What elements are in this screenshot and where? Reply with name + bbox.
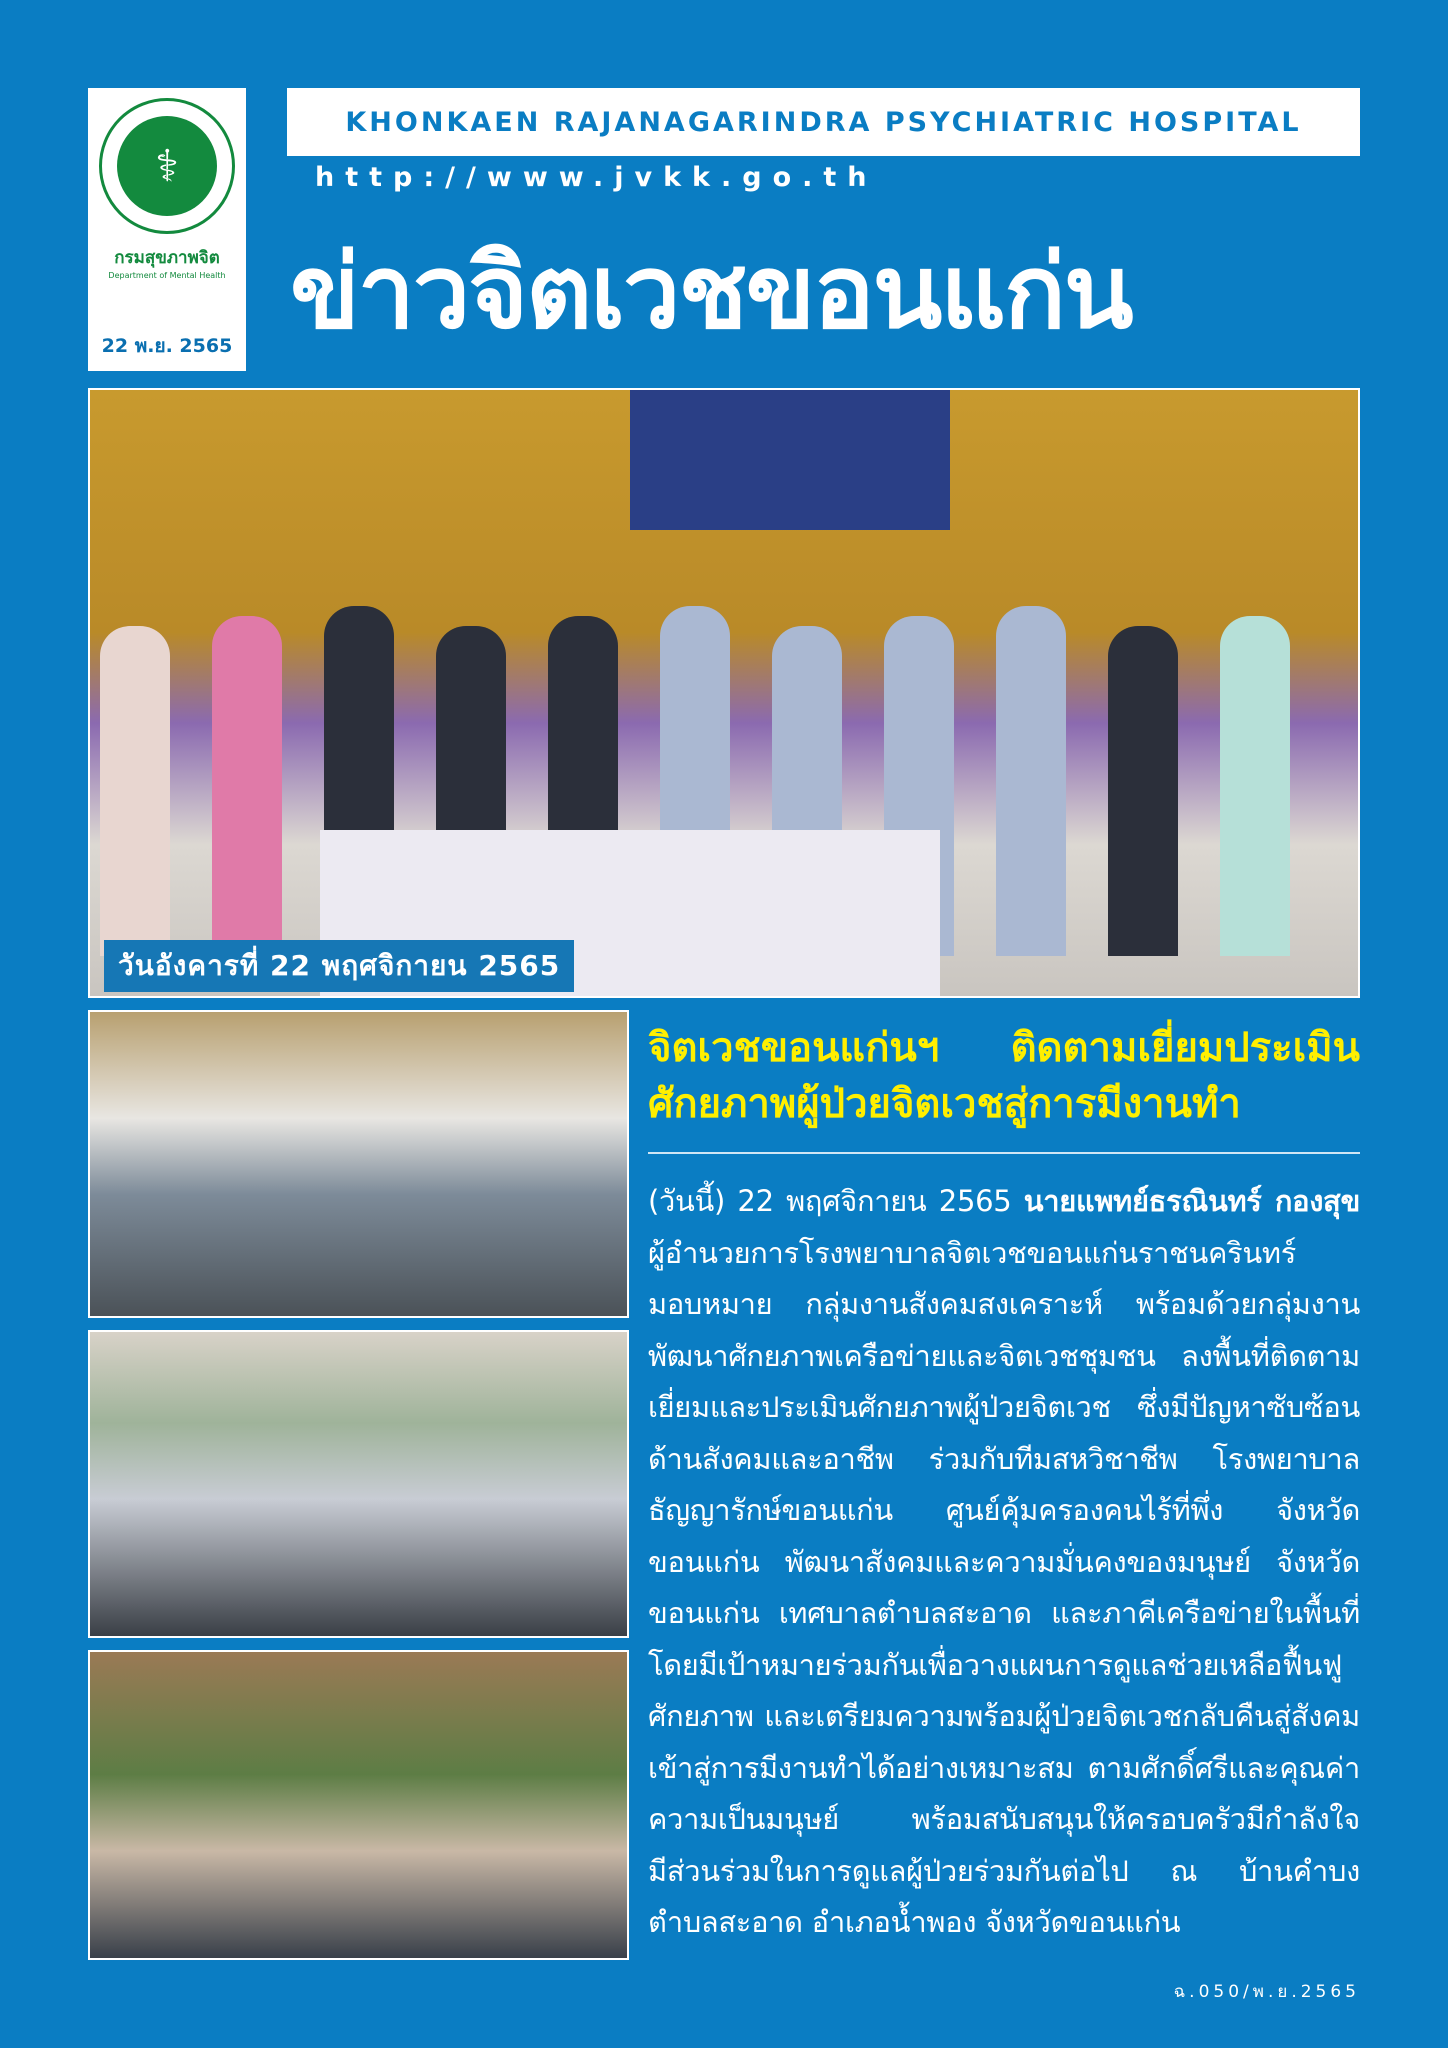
photo-date-caption: วันอังคารที่ 22 พฤศจิกายน 2565 (104, 940, 574, 992)
body-line: ผู้อำนวยการโรงพยาบาลจิตเวชขอนแก่นราชนครินทร์ (648, 1235, 1296, 1270)
event-banner (630, 390, 950, 530)
article-body (648, 1176, 1360, 1949)
meeting-photo (88, 1010, 629, 1318)
body-line: เยี่ยมและประเมินศักยภาพผู้ป่วยจิตเวช ซึ่งมีปัญหาซับซ้อน (648, 1390, 1360, 1424)
website-url[interactable]: http://www.jvkk.go.th (315, 162, 878, 193)
body-line: มีส่วนร่วมในการดูแลผู้ป่วยร่วมกันต่อไป ณ บ้านคำบง (648, 1853, 1360, 1888)
person (212, 616, 282, 956)
body-line: โดยมีเป้าหมายร่วมกันเพื่อวางแผนการดูแลช่วยเหลือฟื้นฟู (648, 1647, 1343, 1682)
body-line: ตำบลสะอาด อำเภอน้ำพอง จังหวัดขอนแก่น (648, 1905, 1181, 1939)
body-line: ขอนแก่น พัฒนาสังคมและความมั่นคงของมนุษย์ จังหวัด (648, 1544, 1360, 1579)
body-line: เข้าสู่การมีงานทำได้อย่างเหมาะสม ตามศักดิ์ศรีและคุณค่า (648, 1750, 1360, 1785)
newsletter-title: ข่าวจิตเวชขอนแก่น (290, 233, 1132, 352)
body-line: ศักยภาพ และเตรียมความพร้อมผู้ป่วยจิตเวชกลับคืนสู่สังคม (648, 1699, 1360, 1733)
issue-date: 22 พ.ย. 2565 (101, 335, 233, 357)
divider (648, 1152, 1360, 1154)
body-date-prefix: (วันนี้) 22 พฤศจิกายน 2565 (648, 1184, 1024, 1218)
director-name: นายแพทย์ธรณินทร์ กองสุข (1023, 1184, 1360, 1218)
body-line: ขอนแก่น เทศบาลตำบลสะอาด และภาคีเครือข่ายในพื้นที่ (648, 1596, 1360, 1630)
person (1220, 616, 1290, 956)
person (996, 606, 1066, 956)
body-line: พัฒนาศักยภาพเครือข่ายและจิตเวชชุมชน ลงพื้นที่ติดตาม (648, 1338, 1360, 1373)
body-line: มอบหมาย กลุ่มงานสังคมสงเคราะห์ พร้อมด้วยกลุ่มงาน (648, 1287, 1360, 1321)
main-group-photo (88, 388, 1360, 998)
home-visit-photo (88, 1650, 629, 1960)
person (100, 626, 170, 956)
dept-name-en: Department of Mental Health (108, 271, 226, 280)
discussion-photo (88, 1330, 629, 1638)
body-line: ความเป็นมนุษย์ พร้อมสนับสนุนให้ครอบครัวมีกำลังใจ (648, 1802, 1360, 1836)
dept-name-th: กรมสุขภาพจิต (114, 248, 220, 268)
document-code: ฉ.050/พ.ย.2565 (1173, 1982, 1360, 2002)
article-headline (648, 1020, 1360, 1132)
ministry-seal-icon: ⚕ (99, 98, 235, 234)
body-line (648, 1176, 1360, 1228)
hospital-name-bar: KHONKAEN RAJANAGARINDRA PSYCHIATRIC HOSPITAL (287, 88, 1360, 156)
body-line: ด้านสังคมและอาชีพ ร่วมกับทีมสหวิชาชีพ โรงพยาบาล (648, 1441, 1360, 1476)
ministry-logo-box (88, 88, 246, 371)
person (1108, 626, 1178, 956)
headline-line: ศักยภาพผู้ป่วยจิตเวชสู่การมีงานทำ (648, 1081, 1241, 1127)
body-line: ธัญญารักษ์ขอนแก่น ศูนย์คุ้มครองคนไร้ที่พึ่ง จังหวัด (648, 1493, 1360, 1527)
headline-line: จิตเวชขอนแก่นฯ ติดตามเยี่ยมประเมิน (648, 1025, 1360, 1071)
